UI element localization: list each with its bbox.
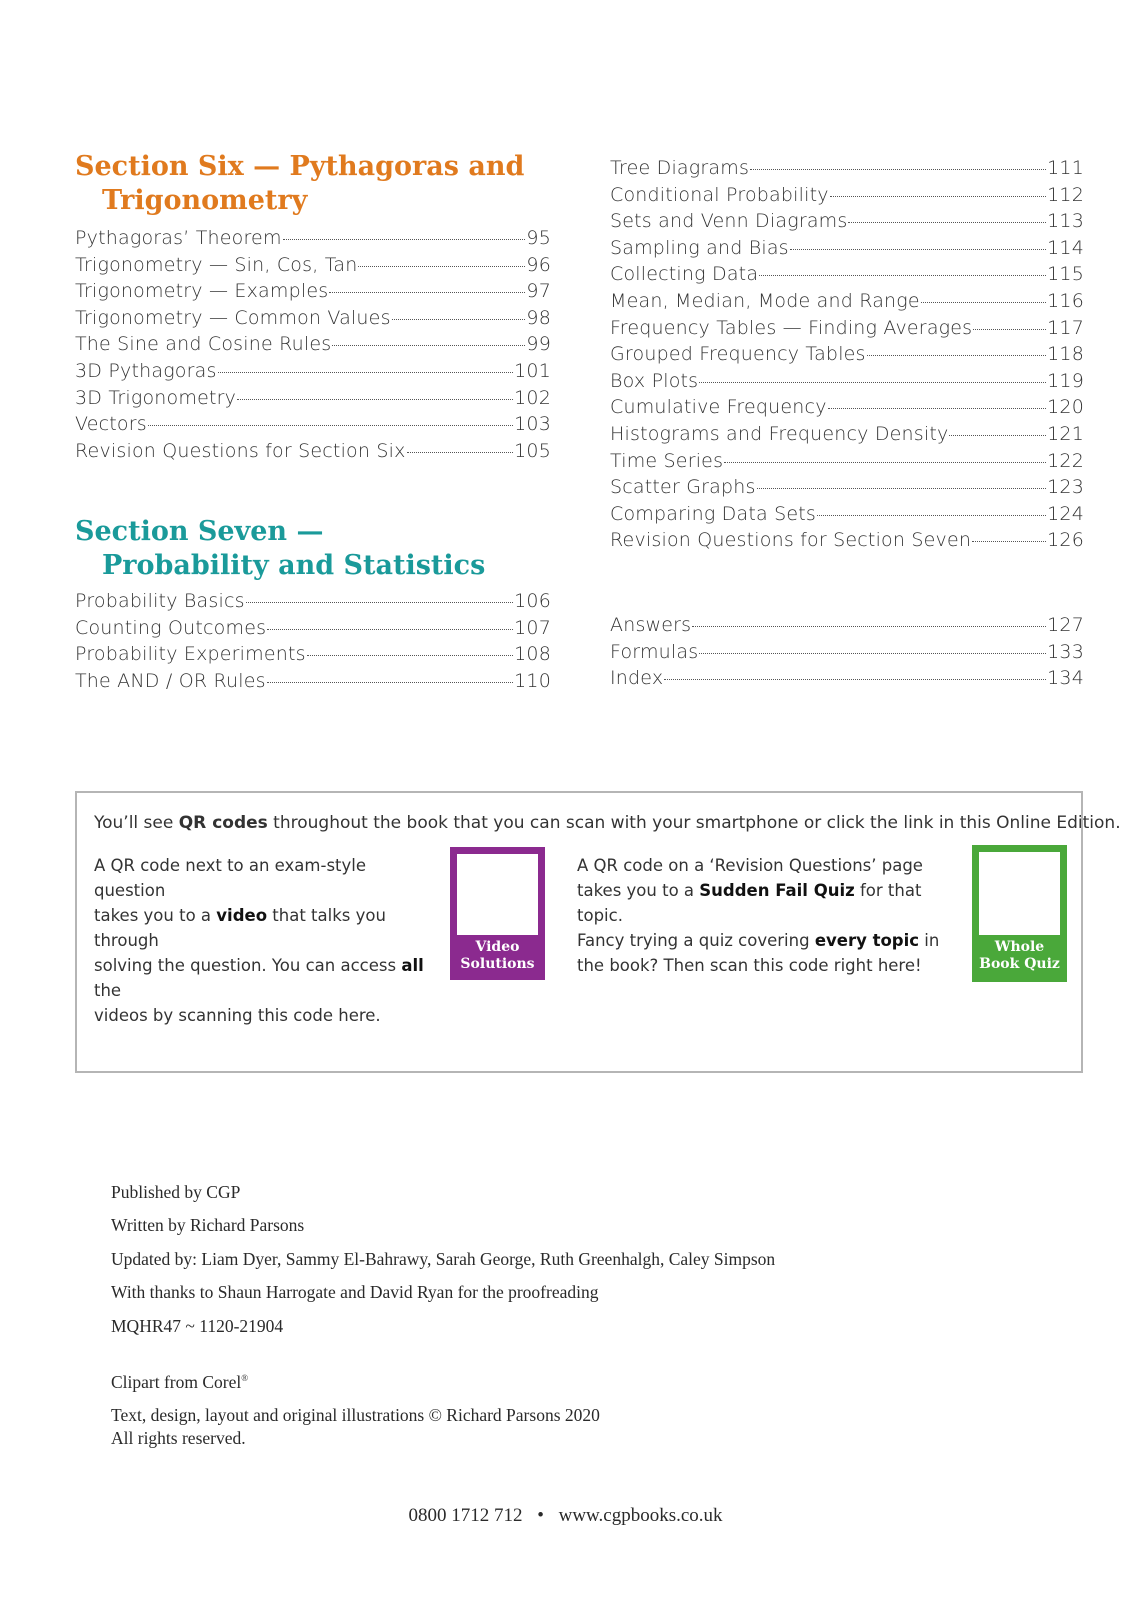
toc-entry-page: 112 bbox=[1047, 183, 1084, 206]
toc-entry-page: 115 bbox=[1047, 263, 1084, 286]
qr-intro-a: You’ll see bbox=[94, 813, 179, 833]
toc-entry-title: Cumulative Frequency bbox=[610, 396, 827, 419]
toc-leader-dots bbox=[750, 169, 1046, 170]
clipart-text: Clipart from Corel bbox=[111, 1372, 242, 1392]
section-seven-title-line2: Probability and Statistics bbox=[102, 550, 486, 581]
toc-entry[interactable] bbox=[610, 614, 1084, 641]
qr-intro-text bbox=[94, 813, 1121, 833]
toc-entry[interactable] bbox=[610, 667, 1084, 694]
whole-book-quiz-qr-code[interactable] bbox=[972, 845, 1067, 982]
section-six-toc bbox=[75, 227, 551, 466]
toc-entry-page: 121 bbox=[1047, 422, 1084, 445]
toc-leader-dots bbox=[283, 239, 526, 240]
toc-entry[interactable] bbox=[75, 307, 551, 334]
toc-entry-page: 97 bbox=[526, 280, 551, 303]
toc-leader-dots bbox=[148, 425, 513, 426]
toc-entry[interactable] bbox=[610, 476, 1084, 503]
toc-entry-page: 111 bbox=[1047, 157, 1084, 179]
toc-entry[interactable] bbox=[75, 227, 551, 254]
toc-entry-page: 127 bbox=[1047, 614, 1084, 636]
toc-entry-title: Trigonometry — Sin, Cos, Tan bbox=[75, 253, 358, 276]
toc-entry-title: Sampling and Bias bbox=[610, 236, 789, 259]
credit-thanks: With thanks to Shaun Harrogate and David Ryan for the proofreading bbox=[111, 1282, 599, 1302]
right-3b: every topic bbox=[814, 931, 920, 950]
toc-entry[interactable] bbox=[75, 617, 551, 644]
footer-contact bbox=[0, 1505, 1131, 1527]
toc-entry-title: Probability Basics bbox=[75, 590, 245, 612]
toc-leader-dots bbox=[218, 372, 514, 373]
toc-entry-title: Histograms and Frequency Density bbox=[610, 422, 949, 445]
video-solutions-text bbox=[94, 853, 439, 1028]
qr-info-box bbox=[75, 791, 1121, 1073]
toc-leader-dots bbox=[664, 679, 1046, 680]
toc-entry-title: Probability Experiments bbox=[75, 643, 306, 666]
left-line-3 bbox=[94, 953, 439, 1003]
credit-written: Written by Richard Parsons bbox=[111, 1215, 305, 1235]
right-3c: in bbox=[919, 931, 940, 950]
section-seven-heading bbox=[75, 515, 485, 583]
toc-entry-title: Sets and Venn Diagrams bbox=[610, 210, 848, 233]
toc-entry[interactable] bbox=[610, 343, 1084, 370]
footer-separator: • bbox=[537, 1505, 544, 1526]
toc-entry-title: Trigonometry — Examples bbox=[75, 280, 329, 303]
toc-entry[interactable] bbox=[75, 440, 551, 467]
toc-entry[interactable] bbox=[75, 387, 551, 414]
toc-entry[interactable] bbox=[75, 643, 551, 670]
toc-entry-page: 116 bbox=[1047, 289, 1084, 312]
toc-entry-page: 98 bbox=[526, 306, 551, 329]
toc-entry-page: 102 bbox=[514, 386, 551, 409]
toc-entry[interactable] bbox=[610, 503, 1084, 530]
footer-website[interactable]: www.cgpbooks.co.uk bbox=[558, 1505, 723, 1526]
toc-leader-dots bbox=[699, 653, 1046, 654]
section-six-heading bbox=[75, 150, 524, 218]
toc-entry[interactable] bbox=[610, 529, 1084, 556]
toc-entry[interactable] bbox=[610, 641, 1084, 668]
toc-leader-dots bbox=[817, 515, 1046, 516]
toc-leader-dots bbox=[867, 355, 1046, 356]
toc-entry[interactable] bbox=[610, 263, 1084, 290]
toc-entry-title: Collecting Data bbox=[610, 263, 759, 286]
toc-entry-title: Trigonometry — Common Values bbox=[75, 306, 391, 329]
toc-entry[interactable] bbox=[75, 360, 551, 387]
video-label-1: Video bbox=[475, 939, 520, 955]
toc-entry[interactable] bbox=[75, 333, 551, 360]
credit-rights: All rights reserved. bbox=[111, 1428, 246, 1448]
toc-leader-dots bbox=[267, 682, 513, 683]
toc-leader-dots bbox=[237, 399, 513, 400]
toc-leader-dots bbox=[973, 329, 1046, 330]
toc-entry[interactable] bbox=[610, 237, 1084, 264]
video-solutions-label bbox=[460, 939, 534, 973]
right-2a: takes you to a bbox=[577, 881, 700, 900]
toc-entry[interactable] bbox=[75, 670, 551, 697]
toc-leader-dots bbox=[830, 196, 1046, 197]
toc-entry[interactable] bbox=[610, 396, 1084, 423]
toc-entry[interactable] bbox=[610, 423, 1084, 450]
toc-entry-title: Frequency Tables — Finding Averages bbox=[610, 316, 973, 339]
toc-entry[interactable] bbox=[610, 370, 1084, 397]
whole-book-quiz-label bbox=[979, 939, 1060, 973]
right-line-1: A QR code on a ‘Revision Questions’ page bbox=[577, 856, 923, 875]
section-seven-toc-continued bbox=[610, 157, 1084, 556]
toc-leader-dots bbox=[972, 541, 1046, 542]
toc-entry-page: 120 bbox=[1047, 396, 1084, 419]
right-line-4: the book? Then scan this code right here! bbox=[577, 956, 922, 975]
left-line-2 bbox=[94, 903, 439, 953]
toc-entry-title: Mean, Median, Mode and Range bbox=[610, 289, 920, 312]
right-2c: for that topic. bbox=[577, 881, 922, 925]
right-line-2 bbox=[577, 878, 957, 928]
toc-entry-page: 134 bbox=[1047, 667, 1084, 690]
toc-entry[interactable] bbox=[75, 413, 551, 440]
toc-entry-page: 96 bbox=[526, 253, 551, 276]
toc-entry-page: 113 bbox=[1047, 210, 1084, 233]
toc-entry[interactable] bbox=[610, 157, 1084, 184]
toc-leader-dots bbox=[392, 319, 526, 320]
toc-leader-dots bbox=[692, 626, 1046, 627]
video-label-2: Solutions bbox=[460, 956, 535, 972]
credit-published: Published by CGP bbox=[111, 1182, 241, 1202]
video-solutions-qr-code[interactable] bbox=[450, 847, 545, 980]
credit-clipart bbox=[111, 1372, 248, 1393]
left-line-1: A QR code next to an exam-style question bbox=[94, 856, 367, 900]
toc-entry-page: 117 bbox=[1047, 316, 1084, 339]
toc-leader-dots bbox=[267, 629, 513, 630]
left-3a: solving the question. You can access bbox=[94, 956, 402, 975]
toc-entry-page: 99 bbox=[526, 333, 551, 356]
toc-entry-title: Box Plots bbox=[610, 369, 699, 392]
toc-entry-title: Pythagoras’ Theorem bbox=[75, 227, 282, 249]
registered-mark: ® bbox=[241, 1373, 249, 1384]
toc-leader-dots bbox=[848, 222, 1046, 223]
section-seven-title-line1: Section Seven — bbox=[75, 516, 324, 547]
credit-code: MQHR47 ~ 1120-21904 bbox=[111, 1316, 284, 1336]
section-six-title-line2: Trigonometry bbox=[102, 185, 308, 216]
toc-entry-title: The AND / OR Rules bbox=[75, 669, 266, 692]
right-2b: Sudden Fail Quiz bbox=[699, 881, 855, 900]
toc-entry-page: 123 bbox=[1047, 476, 1084, 499]
toc-entry-page: 124 bbox=[1047, 502, 1084, 525]
toc-entry-title: Conditional Probability bbox=[610, 183, 829, 206]
qr-intro-b: QR codes bbox=[178, 813, 268, 833]
toc-entry-page: 95 bbox=[526, 227, 551, 249]
toc-entry[interactable] bbox=[75, 280, 551, 307]
toc-leader-dots bbox=[332, 345, 525, 346]
toc-entry-title: Answers bbox=[610, 614, 692, 636]
toc-entry-page: 105 bbox=[514, 439, 551, 462]
toc-leader-dots bbox=[358, 266, 525, 267]
toc-entry-page: 133 bbox=[1047, 640, 1084, 663]
qr-intro-c: throughout the book that you can scan with your smartphone or click the link in this Online Edition. bbox=[267, 813, 1121, 833]
toc-leader-dots bbox=[828, 408, 1046, 409]
toc-entry-title: Counting Outcomes bbox=[75, 616, 267, 639]
toc-leader-dots bbox=[759, 275, 1046, 276]
toc-entry-page: 114 bbox=[1047, 236, 1084, 259]
left-2a: takes you to a bbox=[94, 906, 217, 925]
toc-entry-title: 3D Pythagoras bbox=[75, 359, 217, 382]
quiz-label-2: Book Quiz bbox=[979, 956, 1060, 972]
toc-entry[interactable] bbox=[610, 184, 1084, 211]
left-3c: the bbox=[94, 981, 122, 1000]
toc-leader-dots bbox=[699, 382, 1046, 383]
left-3b: all bbox=[401, 956, 424, 975]
credit-updated: Updated by: Liam Dyer, Sammy El-Bahrawy, Sarah George, Ruth Greenhalgh, Caley Simpson bbox=[111, 1249, 776, 1269]
toc-entry-title: Grouped Frequency Tables bbox=[610, 343, 866, 366]
toc-leader-dots bbox=[757, 488, 1047, 489]
toc-entry-page: 126 bbox=[1047, 529, 1084, 552]
toc-entry-page: 107 bbox=[514, 616, 551, 639]
toc-entry-title: 3D Trigonometry bbox=[75, 386, 237, 409]
toc-leader-dots bbox=[307, 655, 513, 656]
left-line-4: videos by scanning this code here. bbox=[94, 1006, 381, 1025]
toc-entry-title: Index bbox=[610, 667, 664, 690]
toc-entry[interactable] bbox=[610, 210, 1084, 237]
quiz-label-1: Whole bbox=[994, 939, 1045, 955]
toc-entry-page: 119 bbox=[1047, 369, 1084, 392]
section-seven-toc bbox=[75, 590, 551, 696]
toc-entry-title: Revision Questions for Section Six bbox=[75, 439, 406, 462]
footer-phone: 0800 1712 712 bbox=[408, 1505, 523, 1526]
toc-entry[interactable] bbox=[610, 317, 1084, 344]
toc-leader-dots bbox=[790, 249, 1046, 250]
toc-entry-title: Vectors bbox=[75, 413, 147, 436]
toc-entry-title: Time Series bbox=[610, 449, 724, 472]
toc-leader-dots bbox=[246, 602, 513, 603]
toc-entry-page: 103 bbox=[514, 413, 551, 436]
qr-code-placeholder bbox=[457, 854, 538, 935]
back-matter-toc bbox=[610, 614, 1084, 694]
toc-leader-dots bbox=[724, 462, 1046, 463]
section-six-title-line1: Section Six — Pythagoras and bbox=[75, 151, 525, 182]
toc-entry-page: 108 bbox=[514, 643, 551, 666]
toc-entry[interactable] bbox=[75, 254, 551, 281]
left-2b: video bbox=[216, 906, 268, 925]
toc-entry-title: The Sine and Cosine Rules bbox=[75, 333, 332, 356]
toc-entry-title: Scatter Graphs bbox=[610, 476, 756, 499]
toc-leader-dots bbox=[949, 435, 1046, 436]
toc-entry-title: Formulas bbox=[610, 640, 699, 663]
quiz-text bbox=[577, 853, 957, 978]
right-line-3 bbox=[577, 928, 957, 953]
toc-leader-dots bbox=[407, 452, 514, 453]
right-3a: Fancy trying a quiz covering bbox=[577, 931, 815, 950]
toc-entry[interactable] bbox=[610, 450, 1084, 477]
toc-entry-title: Revision Questions for Section Seven bbox=[610, 529, 972, 552]
toc-entry-title: Tree Diagrams bbox=[610, 157, 750, 179]
qr-code-placeholder bbox=[979, 852, 1060, 935]
credit-copyright: Text, design, layout and original illustrations © Richard Parsons 2020 bbox=[111, 1405, 600, 1425]
toc-entry-page: 106 bbox=[514, 590, 551, 612]
toc-entry[interactable] bbox=[75, 590, 551, 617]
toc-entry-title: Comparing Data Sets bbox=[610, 502, 816, 525]
left-2c: that talks you through bbox=[94, 906, 386, 950]
toc-leader-dots bbox=[329, 292, 525, 293]
toc-leader-dots bbox=[921, 302, 1046, 303]
toc-entry-page: 110 bbox=[514, 669, 551, 692]
toc-entry-page: 101 bbox=[514, 359, 551, 382]
toc-entry[interactable] bbox=[610, 290, 1084, 317]
toc-entry-page: 122 bbox=[1047, 449, 1084, 472]
toc-entry-page: 118 bbox=[1047, 343, 1084, 366]
